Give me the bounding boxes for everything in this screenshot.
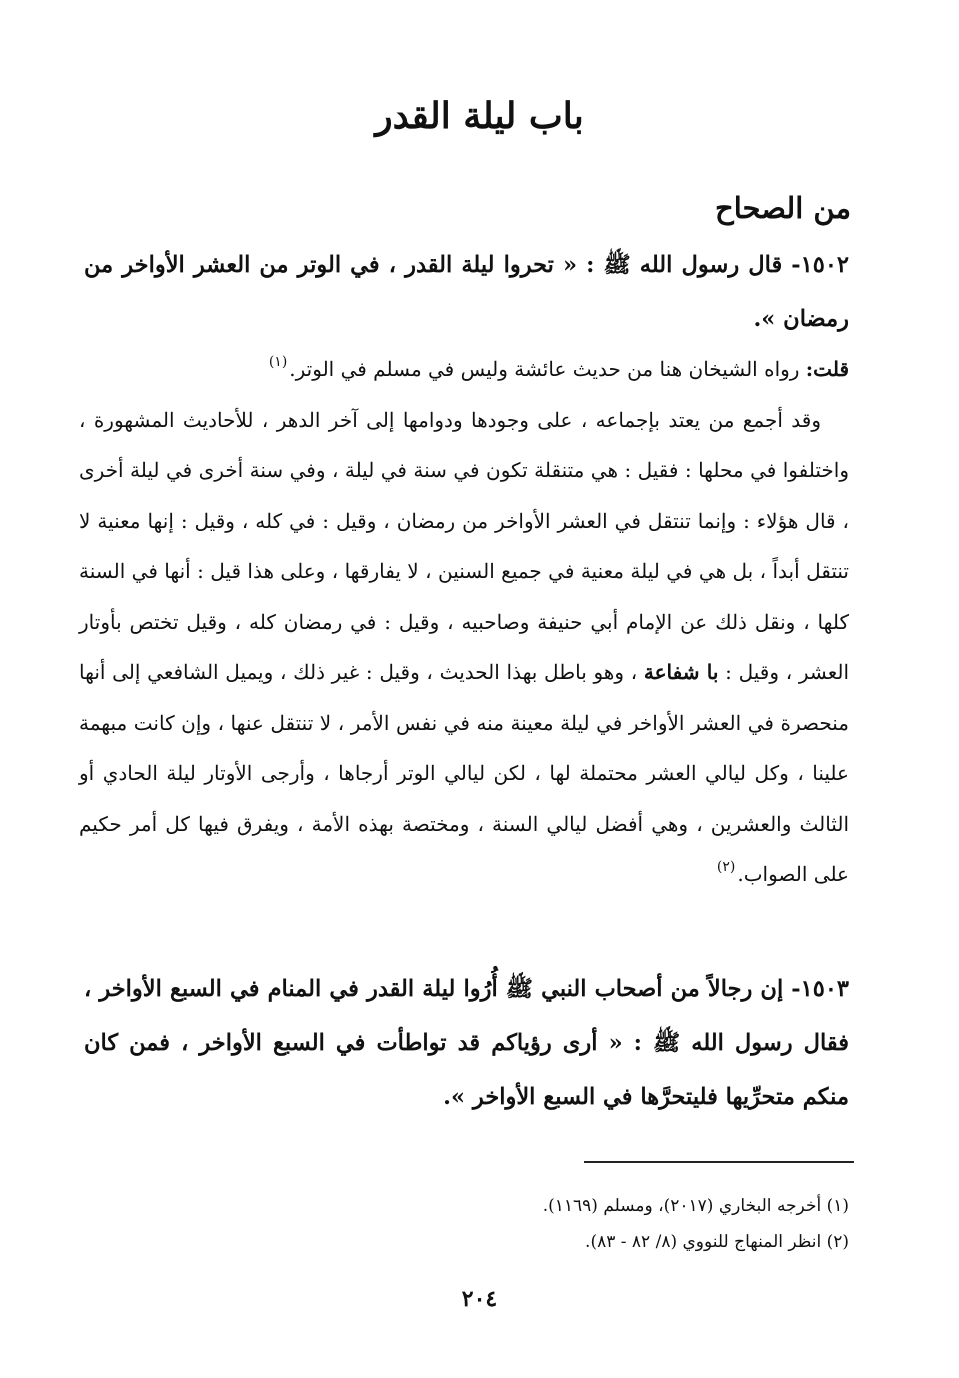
chapter-title: باب ليلة القدر xyxy=(375,95,584,137)
footnote-marker-2: (٢) xyxy=(716,859,736,875)
page-number: ٢٠٤ xyxy=(461,1286,498,1312)
footnotes-block xyxy=(89,1188,849,1260)
commentary-first-text: رواه الشيخان هنا من حديث عائشة وليس في مسلم في الوتر. xyxy=(289,357,800,381)
commentary-first-paragraph xyxy=(79,344,849,395)
section-heading: من الصحاح xyxy=(714,191,851,225)
footnote-divider xyxy=(584,1161,854,1163)
hadith-1502: ١٥٠٢- قال رسول الله ﷺ : « تحروا ليلة القدر ، في الوتر من العشر الأواخر من رمضان ». xyxy=(84,252,849,332)
footnote-marker-1: (١) xyxy=(268,354,288,370)
commentary-body-paragraph xyxy=(79,395,849,900)
footnote-2: (٢) انظر المنهاج للنووي (٨/ ٨٢ - ٨٣). xyxy=(585,1232,849,1252)
commentary-bold-word: با شفاعة xyxy=(643,660,719,684)
hadith-1503: ١٥٠٣- إن رجالاً من أصحاب النبي ﷺ أُرُوا ليلة القدر في المنام في السبع الأواخر ، فقال رسول الله ﷺ : « أرى رؤياكم قد تواطأت في السبع الأواخر ، فمن كان منكم متحرِّيها فليتحرَّها في السبع الأواخر ». xyxy=(84,976,849,1110)
footnote-1: (١) أخرجه البخاري (٢٠١٧)، ومسلم (١١٦٩). xyxy=(542,1196,849,1216)
commentary-body-part2: ، وهو باطل بهذا الحديث ، وقيل : غير ذلك ، ويميل الشافعي إلى أنها منحصرة في العشر الأواخر في ليلة معينة منه في نفس الأمر ، لا تنتقل عنها ، وإن كانت مبهمة علينا ، وكل ليالي العشر محتملة لها ، لكن ليالي الوتر أرجاها ، وأرجى الأوتار ليلة الحادي أو الثالث والعشرين ، وهي أفضل ليالي السنة ، ومختصة بهذه الأمة ، ويفرق فيها كل أمر حكيم على الصواب. xyxy=(79,660,849,886)
commentary-body-part1: وقد أجمع من يعتد بإجماعه ، على وجودها ودوامها إلى آخر الدهر ، للأحاديث المشهورة ، واختلفوا في محلها : فقيل : هي متنقلة تكون في سنة في ليلة ، وفي سنة أخرى في ليلة أخرى ، قال هؤلاء : وإنما تنتقل في العشر الأواخر من رمضان ، وقيل : في كله ، وقيل : إنها معنية لا تنتقل أبداً ، بل هي في ليلة معنية في جميع السنين ، لا يفارقها ، وعلى هذا قيل : أنها في السنة كلها ، ونقل ذلك عن الإمام أبي حنيفة وصاحبيه ، وقيل : في رمضان كله ، وقيل تختص بأوتار العشر ، وقيل : xyxy=(79,407,850,684)
commentary-lead: قلت: xyxy=(805,357,849,381)
commentary-block xyxy=(79,344,849,900)
